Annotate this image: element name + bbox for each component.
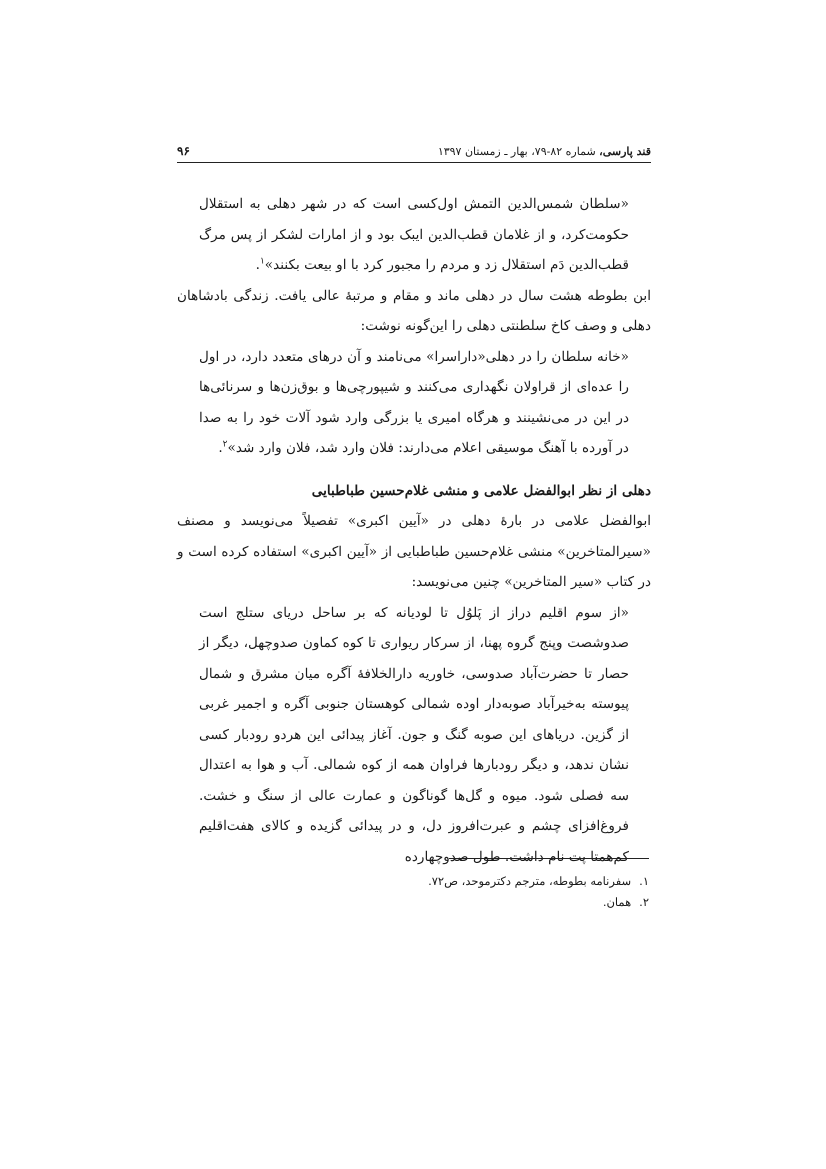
- block-quote-3: [199, 598, 629, 873]
- body-text: [177, 189, 651, 872]
- quote-1-text: «سلطان شمس‌الدین التمش اول‌کسی است که در شهر دهلی به استقلال حکومت‌کرد، و از غلامان قطب‌الدین ایبک بود و از امارات لشکر از پس مرگ قطب‌الدین دَم استقلال زد و مردم را مجبور کرد با او بیعت بکنند»: [199, 196, 629, 273]
- footnote-divider: [449, 858, 649, 859]
- journal-title: قند پارسی،: [599, 145, 651, 158]
- footnotes: [175, 871, 649, 913]
- footnote-item: [175, 892, 649, 913]
- journal-issue: شماره ۸۲-۷۹، بهار ـ زمستان ۱۳۹۷: [437, 145, 596, 158]
- footnote-number: ۱.: [639, 874, 649, 888]
- block-quote-1: «سلطان شمس‌الدین التمش اول‌کسی است که در شهر دهلی به استقلال حکومت‌کرد، و از غلامان قطب‌الدین ایبک بود و از امارات لشکر از پس مرگ قطب‌الدین دَم استقلال زد و مردم را مجبور کرد با او بیعت بکنند»$^۱$.: [199, 196, 629, 273]
- footnote-number: ۲.: [639, 895, 649, 909]
- page-number: ۹۶: [177, 144, 190, 158]
- running-header: [177, 144, 651, 163]
- footnote-item: [175, 871, 649, 892]
- paragraph-2: ابوالفضل علامی در بارهٔ دهلی در «آیین اکبری» تفصیلاً می‌نویسد و مصنف «سیرالمتاخرین» منشی غلام‌حسین طباطبایی از «آیین اکبری» استفاده کرده است و در کتاب «سیر المتاخرین» چنین می‌نویسد:: [177, 513, 651, 590]
- quote-3-text: «از سوم اقلیم دراز از پَلوُل تا لودیانه که بر ساحل دریای ستلج است صدوشصت وپنج گروه پهنا، از سرکار ریواری تا کوه کماون صدوچهل، دیگر از حصار تا حضرت‌آباد صدوسی، خاوریه دارالخلافهٔ آگره میان مشرق و شمال پیوسته به‌خیرآباد صوبه‌دار اوده شمالی کوهستان جنوبی آگره و اجمیر غربی از گزین. دریاهای این صوبه گنگ و جون. آغاز پیدائی این هردو رودبار کسی نشان ندهد، و دیگر رودبارها فراوان همه از کوه شمالی. آب و هوا به اعتدال سه فصلی شود. میوه و گل‌ها گوناگون و عمارت عالی از سنگ و خشت. فروغ‌افزای چشم و عبرت‌افروز دل، و در پیدائی گزیده و کالای هفت‌اقلیم کم‌همتا پت نام داشت. طول صدوچهارده: [199, 604, 629, 865]
- journal-citation: [438, 145, 651, 158]
- footnote-text: سفرنامه بطوطه، مترجم دکترموحد، ص۷۲.: [428, 874, 632, 888]
- quote-2-text: «خانه سلطان را در دهلی«داراسرا» می‌نامند و آن درهای متعدد دارد، در اول را عده‌ای از قراولان نگهداری می‌کنند و شیپورچی‌ها و بوق‌زن‌ها و سرنائی‌ها در این در می‌نشینند و هرگاه امیری یا بزرگی وارد شود آلات خود را به صدا در آورده با آهنگ موسیقی اعلام می‌دارند: فلان وارد شد، فلان وارد شد»: [199, 348, 629, 456]
- footnote-ref-2: ۲: [222, 439, 228, 450]
- page: [177, 144, 651, 872]
- section-heading: دهلی از نظر ابوالفضل علامی و منشی غلام‌حسین طباطبایی: [311, 482, 651, 499]
- footnote-text: همان.: [602, 895, 632, 909]
- footnote-ref-1: ۱: [259, 256, 265, 267]
- block-quote-2: «خانه سلطان را در دهلی«داراسرا» می‌نامند و آن درهای متعدد دارد، در اول را عده‌ای از قراولان نگهداری می‌کنند و شیپورچی‌ها و بوق‌زن‌ها و سرنائی‌ها در این در می‌نشینند و هرگاه امیری یا بزرگی وارد شود آلات خود را به صدا در آورده با آهنگ موسیقی اعلام می‌دارند: فلان وارد شد، فلان وارد شد»$^۲$.: [199, 348, 629, 456]
- paragraph-1: ابن بطوطه هشت سال در دهلی ماند و مقام و مرتبهٔ عالی یافت. زندگی بادشاهان دهلی و وصف کاخ سلطنتی دهلی را این‌گونه نوشت:: [177, 287, 651, 334]
